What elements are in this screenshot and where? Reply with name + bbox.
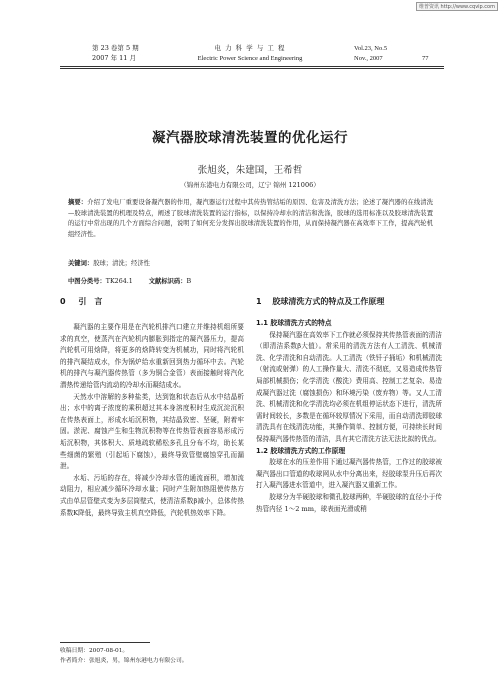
paragraph: 水垢、污垢的存在，将减少冷却水管的通流面积，增加流动阻力，相应减少循环冷却水量；同时产生附加热阻使传热方式由单层管壁式变为多层筒壁式，使清洁系数β减小，总体传热系数K降低，最终导致主机真空降低，汽轮机热效率下降。 — [60, 473, 244, 517]
keywords — [68, 258, 150, 267]
section-1-heading — [256, 296, 384, 307]
received-date: 收稿日期：2007-08-01。 — [60, 648, 129, 654]
paragraph: 天然水中溶解的多种盐类，达到饱和状态后从水中结晶析出；水中的离子浓度的乘积超过其本身溶度积时生成沉淀沉积在传热表面上，形成水垢沉积物，其结晶致密、坚硬，附着牢固。淤泥、腐蚀产生和生物沉积物等在传热管表面容易形成污垢沉积物，其体积大、质地疏软稀松多孔且分布不均，助长某些细菌的繁殖（引起垢下腐蚀），最终导致管壁腐蚀穿孔而漏泄。 — [60, 392, 244, 471]
left-column-text — [60, 322, 244, 519]
affiliation: （锦州东港电力有限公司，辽宁 锦州 121006） — [180, 181, 320, 189]
footnote — [60, 647, 188, 666]
volume-cn: 第 23 卷第 5 期 — [92, 44, 139, 52]
header-rule — [60, 66, 444, 67]
clc-code: TK264.1 — [105, 278, 133, 285]
subsection-1-2: 1.2 胶球清洗方式的工作原理 — [256, 446, 346, 455]
classification — [68, 276, 205, 285]
doc-code: B — [186, 278, 192, 285]
clc-label: 中图分类号： — [68, 278, 106, 285]
authors: 张旭炎，朱建国，王希哲 — [197, 165, 303, 176]
date-cn: 2007 年 11 月 — [92, 54, 137, 62]
footnote-rule — [60, 642, 150, 643]
keywords-text: 胶球；清洗；经济性 — [93, 260, 150, 267]
author-bio: 作者简介：张旭炎，男，锦州东港电力有限公司。 — [60, 657, 188, 664]
section-1-title: 胶球清洗方式的特点及工作原理 — [272, 297, 385, 306]
paragraph: 胶球在水的压差作用下通过凝汽器传热管，工作过的胶球被凝汽器出口管道的收球网从水中分离出来，经胶球泵升压后再次打入凝汽器进水管道中，进入凝汽器又重新工作。 — [256, 458, 442, 490]
watermark: 维普资讯 http://www.cqvip.com — [416, 2, 498, 11]
doc-label: 文献标识码： — [148, 278, 187, 285]
right-column-text — [256, 318, 442, 515]
paragraph: 凝汽器的主要作用是在汽轮机排汽口建立并维持机组所要求的真空，使蒸汽在汽轮机内膨胀到指定的凝汽器压力，提高汽轮机可用焓降，将更多的焓降转变为机械功，同时将汽轮机的排汽凝结成水，作为锅炉给水重新回到热力循环中去。汽轮机的排汽与凝汽器传热管（多为铜合金管）表面接触时将汽化潜热传递给管内流动的冷却水而凝结成水。 — [60, 323, 244, 389]
paragraph: 保持凝汽器在高效率下工作就必须保持其传热管表面的清洁（即清洁系数β大值）。常采用的清洗方法有人工清洗、机械清洗、化学清洗和自动清洗。人工清洗（铁钎子捅垢）和机械清洗（射流或射弹）的人工操作量大、清洗不彻底，又易造成传热管局部机械损伤；化学清洗（酸洗）费用高、控制工艺复杂、易造成凝汽器过洗（腐蚀损伤）和环境污染（废弃物）等。又人工清洗、机械清洗和化学清洗均必须在机组停运状态下进行，清洗所需时间较长，多数是在循环较厚情况下采用，而自动清洗即胶球清洗具有在线清洗功能，其操作简单、控制方便，可持续长时间保持凝汽器传热管的清洁，具有其它清洗方法无法比拟的优点。 — [256, 330, 442, 443]
abstract-label: 摘要： — [68, 199, 88, 206]
paper-title: 凝汽器胶球清洗装置的优化运行 — [152, 130, 348, 146]
header-rule-2 — [60, 68, 444, 69]
section-0-heading — [60, 296, 102, 307]
section-0-number: 0 — [60, 297, 66, 306]
keywords-label: 关键词： — [68, 260, 94, 267]
section-0-title: 引 言 — [78, 297, 103, 306]
volume-en: Vol.23, No.5 — [354, 45, 388, 52]
abstract-text: 介绍了发电厂重要设备凝汽器的作用，凝汽器运行过程中其传热管结垢的原因、危害及清洗方法；论述了凝汽器的在线清洗—胶球清洗装置的机理及特点，阐述了胶球清洗装置的运行指标，以保持冷却水的清洁和洗涤，胶球的选用标准以及胶球清洗装置的运行中常出现的几个方面综合问题，说明了如何充分发挥出胶球清洗装置的作用，从而保持凝汽器在高效率下工作，提高汽轮机组经济性。 — [68, 199, 434, 238]
journal-title-cn: 电 力 科 学 与 工 程 — [214, 44, 286, 52]
page-number: 77 — [422, 55, 429, 62]
section-1-number: 1 — [256, 297, 262, 306]
paragraph: 胶球分为半硬胶球和微孔胶球两种，半硬胶球的直径小于传热管内径 1～2 mm，球表面光滑或稍 — [256, 492, 442, 513]
date-en: Nov., 2007 — [354, 55, 383, 62]
abstract — [68, 198, 433, 240]
journal-title-en: Electric Power Science and Engineering — [197, 55, 303, 62]
subsection-1-1: 1.1 胶球清洗方式的特点 — [256, 319, 332, 327]
